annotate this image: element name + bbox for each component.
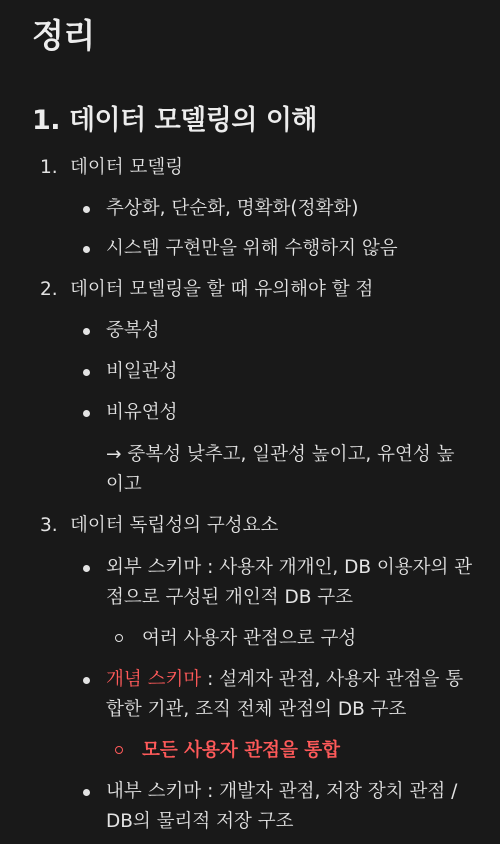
bullet-icon [83,677,90,684]
note-text: 이고 [106,474,142,495]
list-number: 1. [40,157,58,178]
bullet-text: 중복성 [106,320,160,341]
bullet-icon [83,410,90,417]
bullet-icon [83,246,90,253]
list-number: 3. [40,515,58,536]
list-item-label: 데이터 모델링 [70,157,184,178]
bullet-text: 추상화, 단순화, 명확화(정확화) [106,198,359,219]
sub-bullet-icon [115,746,123,754]
bullet-icon [83,789,90,796]
sub-bullet-icon [115,634,123,642]
bullet-icon [83,565,90,572]
schema-text: 점으로 구성된 개인적 DB 구조 [106,587,354,608]
list-item-label: 데이터 독립성의 구성요소 [70,515,279,536]
note-text: → 중복성 낮추고, 일관성 높이고, 유연성 높 [106,444,455,465]
schema-text: 합한 기관, 조직 전체 관점의 DB 구조 [106,699,407,720]
schema-text: DB의 물리적 저장 구조 [106,811,294,832]
section-heading: 1. 데이터 모델링의 이해 [32,105,317,136]
bullet-text: 비유연성 [106,402,178,423]
bullet-icon [83,206,90,213]
highlight-text: 개념 스키마 [106,669,202,690]
bullet-icon [83,328,90,335]
sub-bullet-text: 모든 사용자 관점을 통합 [142,740,341,761]
schema-text-rest: : 설계자 관점, 사용자 관점을 통 [201,669,464,690]
bullet-icon [83,369,90,376]
bullet-text: 비일관성 [106,361,178,382]
list-number: 2. [40,279,58,300]
schema-text: 외부 스키마 : 사용자 개개인, DB 이용자의 관 [106,557,473,578]
schema-text: 내부 스키마 : 개발자 관점, 저장 장치 관점 / [106,781,458,802]
bullet-text: 시스템 구현만을 위해 수행하지 않음 [106,238,398,259]
schema-text [106,665,463,695]
sub-bullet-text: 여러 사용자 관점으로 구성 [142,628,357,649]
list-item-label: 데이터 모델링을 할 때 유의해야 할 점 [70,279,374,300]
page-title: 정리 [32,16,95,55]
